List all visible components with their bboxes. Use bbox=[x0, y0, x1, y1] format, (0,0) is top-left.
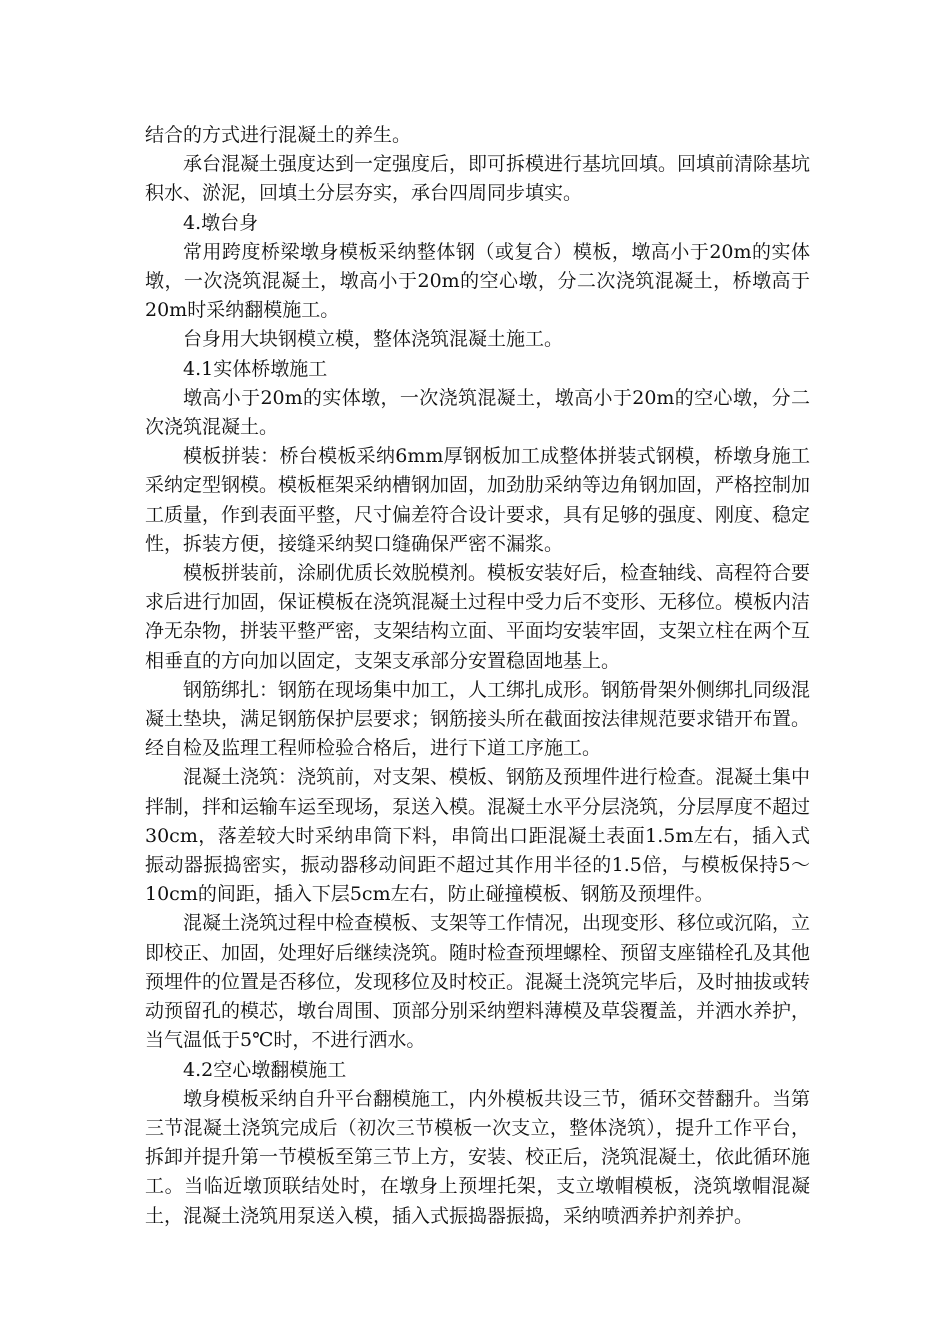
section-heading-hollow-pier: 4.2空心墩翻模施工 bbox=[183, 1058, 347, 1081]
paragraph-curing-method: 结合的方式进行混凝土的养生。 bbox=[145, 124, 412, 146]
paragraph-concrete-pouring: 混凝土浇筑：浇筑前，对支架、模板、钢筋及预埋件进行检查。混凝土集中拌制，拌和运输车运至现场，泵送入模。混凝土水平分层浇筑，分层厚度不超过30cm，落差较大时采纳串筒下料，串筒出口距混凝土表面1.5m左右，插入式振动器振捣密实，振动器移动间距不超过其作用半径的1.5倍，与模板保持5～10cm的间距，插入下层5cm左右，防止碰撞模板、钢筋及预埋件。 bbox=[145, 766, 811, 906]
paragraph-backfill: 承台混凝土强度达到一定强度后，即可拆模进行基坑回填。回填前清除基坑积水、淤泥，回填土分层夯实，承台四周同步填实。 bbox=[145, 153, 811, 205]
paragraph-formwork-before-assembly: 模板拼装前，涂刷优质长效脱模剂。模板安装好后，检查轴线、高程符合要求后进行加固，保证模板在浇筑混凝土过程中受力后不变形、无移位。模板内洁净无杂物，拼装平整严密，支架结构立面、平面均安装牢固，支架立柱在两个互相垂直的方向加以固定，支架支承部分安置稳固地基上。 bbox=[145, 562, 811, 672]
paragraph-solid-pier: 墩高小于20m的实体墩，一次浇筑混凝土，墩高小于20m的空心墩，分二次浇筑混凝土。 bbox=[145, 386, 810, 439]
paragraph-rebar-binding: 钢筋绑扎：钢筋在现场集中加工，人工绑扎成形。钢筋骨架外侧绑扎同级混凝土垫块，满足钢筋保护层要求；钢筋接头所在截面按法律规范要求错开布置。经自检及监理工程师检验合格后，进行下道工序施工。 bbox=[145, 678, 811, 760]
section-heading-pier-body: 4.墩台身 bbox=[183, 211, 259, 234]
section-heading-solid-pier: 4.1实体桥墩施工 bbox=[183, 357, 328, 380]
document-body bbox=[145, 121, 810, 1231]
paragraph-abutment: 台身用大块钢模立模，整体浇筑混凝土施工。 bbox=[183, 328, 564, 351]
paragraph-pouring-inspection: 混凝土浇筑过程中检查模板、支架等工作情况，出现变形、移位或沉陷，立即校正、加固，处理好后继续浇筑。随时检查预埋螺栓、预留支座锚栓孔及其他预埋件的位置是否移位，发现移位及时校正。混凝土浇筑完毕后，及时抽拔或转动预留孔的模芯，墩台周围、顶部分别采纳塑料薄模及草袋覆盖，并洒水养护，当气温低于5℃时，不进行洒水。 bbox=[145, 912, 811, 1052]
paragraph-climbing-formwork: 墩身模板采纳自升平台翻模施工，内外模板共设三节，循环交替翻升。当第三节混凝土浇筑完成后（初次三节模板一次支立，整体浇筑），提升工作平台，拆卸并提升第一节模板至第三节上方，安装、校正后，浇筑混凝土，依此循环施工。当临近墩顶联结处时，在墩身上预埋托架，支立墩帽模板，浇筑墩帽混凝土，混凝土浇筑用泵送入模，插入式振捣器振捣，采纳喷洒养护剂养护。 bbox=[145, 1087, 811, 1227]
paragraph-formwork-assembly: 模板拼装：桥台模板采纳6mm厚钢板加工成整体拼装式钢模，桥墩身施工采纳定型钢模。模板框架采纳槽钢加固，加劲肋采纳等边角钢加固，严格控制加工质量，作到表面平整，尺寸偏差符合设计要求，具有足够的强度、刚度、稳定性，拆装方便，接缝采纳契口缝确保严密不漏浆。 bbox=[145, 445, 811, 555]
paragraph-formwork-overview: 常用跨度桥梁墩身模板采纳整体钢（或复合）模板，墩高小于20m的实体墩，一次浇筑混凝土，墩高小于20m的空心墩，分二次浇筑混凝土，桥墩高于20m时采纳翻模施工。 bbox=[145, 240, 810, 322]
